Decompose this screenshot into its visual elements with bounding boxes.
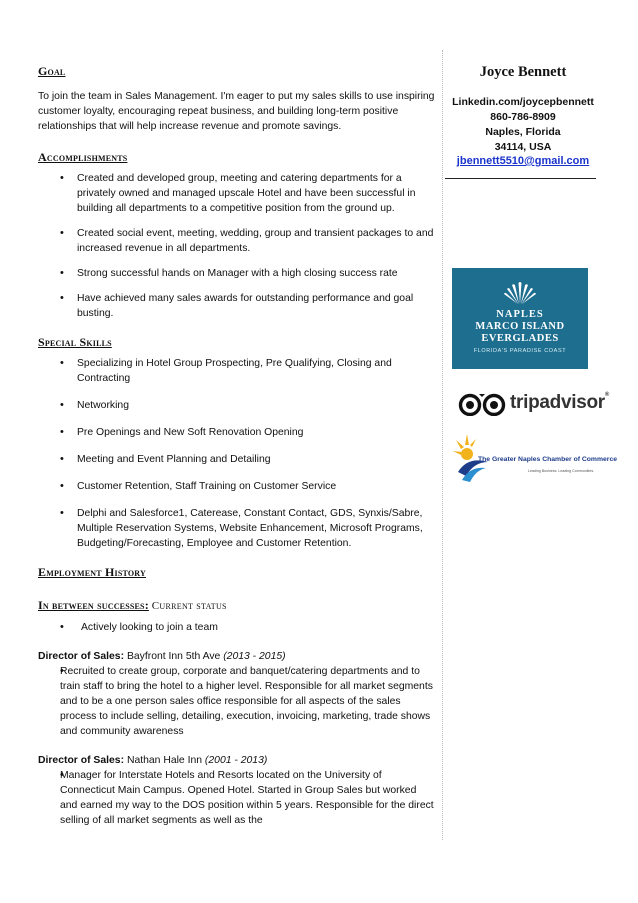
job-dates: (2013 - 2015) <box>223 651 286 662</box>
current-status-label: In between successes: <box>38 598 149 612</box>
list-item: • Networking <box>38 398 436 413</box>
column-divider <box>442 50 443 840</box>
job-heading <box>38 649 436 664</box>
goal-heading: Goal <box>38 64 66 78</box>
chamber-name: The Greater Naples Chamber of Commerce <box>478 456 618 463</box>
tripadvisor-logo <box>456 392 610 416</box>
naples-line1: NAPLES <box>496 309 544 320</box>
phone-number: 860-786-8909 <box>490 111 556 123</box>
current-status-list <box>38 620 436 635</box>
list-item: • Meeting and Event Planning and Detailing <box>38 452 436 467</box>
candidate-name: Joyce Bennett <box>479 64 567 80</box>
list-item: • Actively looking to join a team <box>38 620 436 635</box>
job-dates: (2001 - 2013) <box>204 755 268 766</box>
list-item: • Pre Openings and New Soft Renovation Opening <box>38 425 436 440</box>
list-item: • Delphi and Salesforce1, Caterease, Constant Contact, GDS, Synxis/Sabre, Multiple Reservation Systems, Website Enhancement, Microsoft Programs, Budgeting/Forecasting, Employee and Customer Retention. <box>38 506 436 551</box>
job-duties-list <box>38 768 436 828</box>
job-duties-list <box>38 664 436 739</box>
naples-tagline: FLORIDA'S PARADISE COAST <box>473 348 567 354</box>
employment-heading: Employment History <box>38 565 146 579</box>
naples-chamber-logo <box>452 432 618 484</box>
chamber-tagline: Leading Business. Leading Communities. <box>528 469 595 473</box>
list-item: • Have achieved many sales awards for outstanding performance and goal busting. <box>38 291 436 321</box>
job-employer: Bayfront Inn 5th Ave <box>126 651 221 662</box>
naples-line2: MARCO ISLAND <box>475 321 565 332</box>
zip-country: 34114, USA <box>494 141 552 153</box>
sidebar-rule <box>445 178 596 179</box>
contact-sidebar <box>450 64 596 167</box>
job-title: Director of Sales: <box>38 651 125 662</box>
list-item: • Recruited to create group, corporate and banquet/catering departments and to train staff to bring the hotel to a higher level. Responsible for all market segments and to be a one person sales office responsible for all aspects of the sales process to include selling, detailing, execution, invoicing, marketing, trade shows and community awareness <box>38 664 436 739</box>
job-employer: Nathan Hale Inn <box>126 755 203 766</box>
email-link[interactable]: jbennett5510@gmail.com <box>456 155 590 167</box>
current-status-value: Current status <box>151 600 227 612</box>
resume-main-column <box>38 64 436 828</box>
job-title: Director of Sales: <box>38 755 125 766</box>
special-skills-heading: Special Skills <box>38 335 112 349</box>
tripadvisor-wordmark <box>510 392 609 414</box>
naples-line3: EVERGLADES <box>481 333 559 344</box>
list-item: • Specializing in Hotel Group Prospecting, Pre Qualifying, Closing and Contracting <box>38 356 436 386</box>
tripadvisor-word: tripadvisor <box>510 392 605 413</box>
naples-marco-island-logo <box>452 268 588 369</box>
shell-logo-icon <box>503 280 537 306</box>
city-state: Naples, Florida <box>485 126 561 138</box>
current-status-line <box>38 598 436 614</box>
list-item: • Strong successful hands on Manager with a high closing success rate <box>38 266 436 281</box>
registered-mark: ® <box>604 392 610 398</box>
owl-eyes-icon <box>456 392 508 416</box>
list-item: • Customer Retention, Staff Training on Customer Service <box>38 479 436 494</box>
goal-text: To join the team in Sales Management. I'm eager to put my sales skills to use inspiring customer loyalty, encouraging repeat business, and building long-term positive relationships that will help increase revenue and promote savings. <box>38 91 435 132</box>
linkedin-link[interactable]: Linkedin.com/joycepbennett <box>452 96 594 108</box>
list-item: • Created and developed group, meeting and catering departments for a privately owned and managed upscale Hotel and have been successful in building all departments to a competitive position from the ground up. <box>38 171 436 216</box>
job-heading <box>38 753 436 768</box>
accomplishments-list <box>38 171 436 321</box>
skills-list <box>38 356 436 551</box>
accomplishments-heading: Accomplishments <box>38 150 128 164</box>
list-item: • Created social event, meeting, wedding, group and transient packages to and increased revenue in all departments. <box>38 226 436 256</box>
list-item: • Manager for Interstate Hotels and Resorts located on the University of Connecticut Main Campus. Opened Hotel. Started in Group Sales but worked and earned my way to the DOS position within 5 years. Responsible for the direct selling of all market segments as well as the <box>38 768 436 828</box>
